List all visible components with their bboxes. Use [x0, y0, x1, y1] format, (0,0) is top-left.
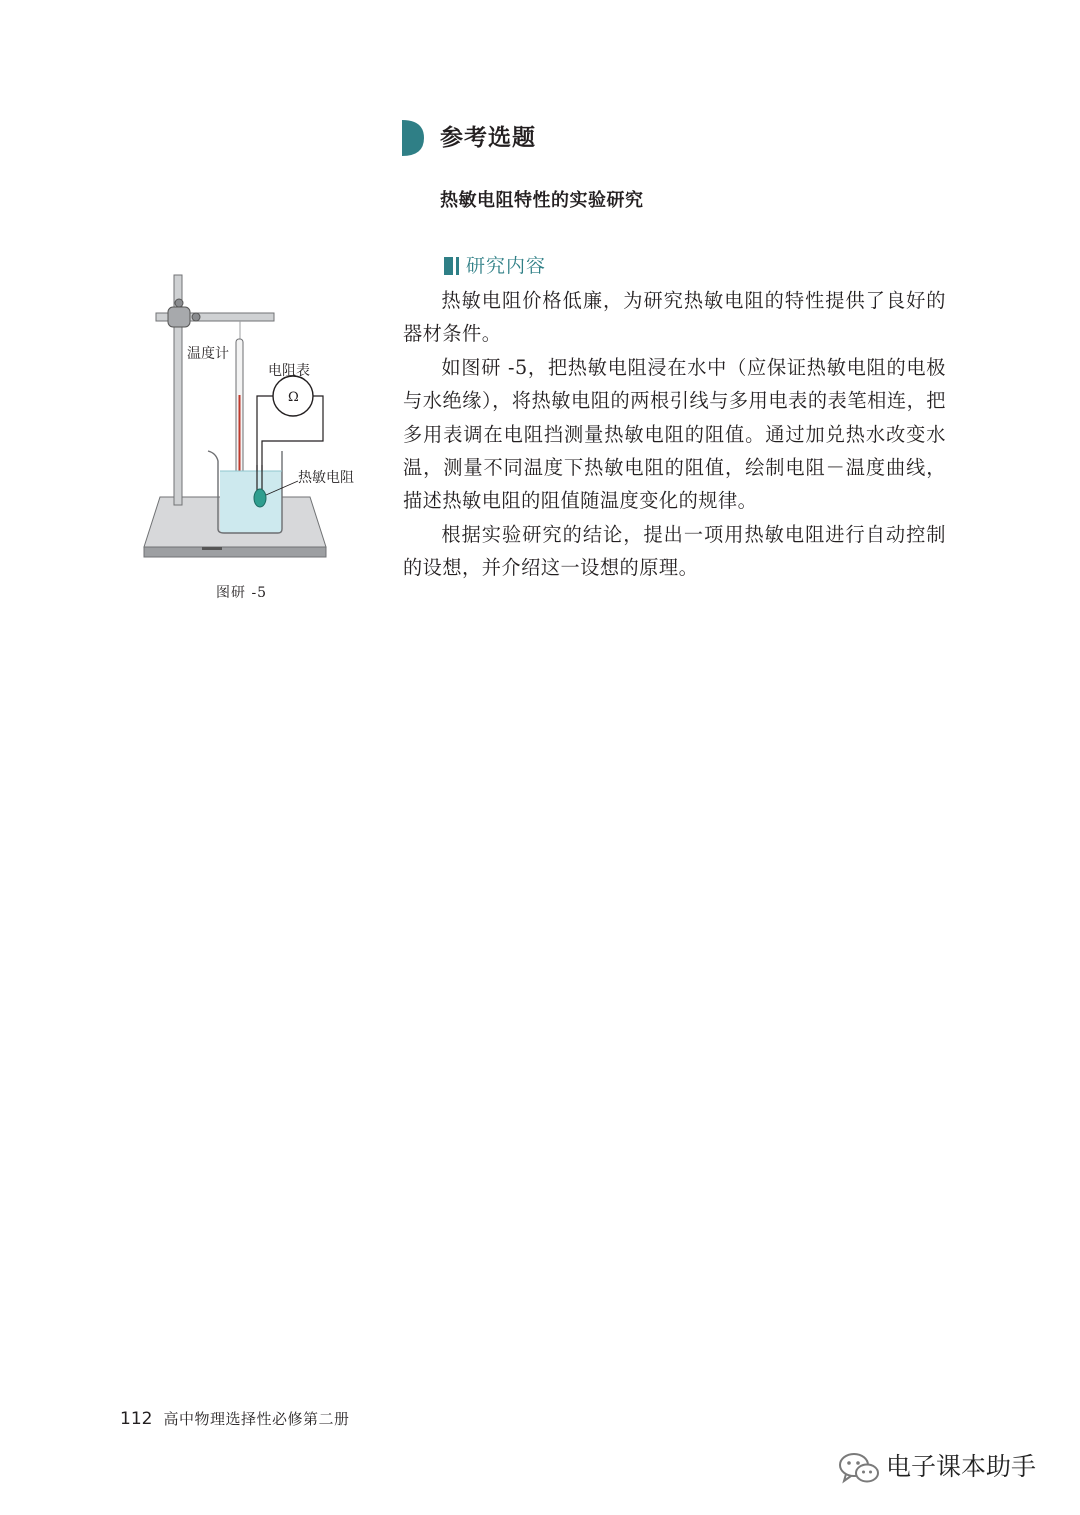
section-header — [400, 116, 700, 160]
sub-heading-thin-bar-icon — [456, 257, 459, 275]
stand-clamp — [168, 299, 200, 327]
paragraph-3: 根据实验研究的结论，提出一项用热敏电阻进行自动控制的设想，并介绍这一设想的原理。 — [403, 522, 946, 580]
topic-title: 热敏电阻特性的实验研究 — [440, 190, 644, 211]
ohm-symbol: Ω — [288, 390, 299, 405]
body-text — [403, 284, 946, 585]
watermark-text: 电子课本助手 — [886, 1452, 1037, 1481]
sub-heading-label: 研究内容 — [466, 255, 547, 277]
page-number: 112 — [120, 1409, 153, 1429]
page-footer — [120, 1408, 350, 1429]
figure-caption: 图研 -5 — [216, 585, 268, 601]
wechat-icon — [838, 1450, 880, 1486]
paragraph-2: 如图研 -5，把热敏电阻浸在水中（应保证热敏电阻的电极与水绝缘），将热敏电阻的两根引线与多用电表的表笔相连，把多用表调在电阻挡测量热敏电阻的阻值。通过加兑热水改变水温，测量不同温度下热敏电阻的阻值，绘制电阻－温度曲线，描述热敏电阻的阻值随温度变化的规律。 — [403, 355, 946, 513]
apparatus-illustration — [140, 265, 380, 575]
label-ohmmeter: 电阻表 — [268, 363, 310, 379]
label-thermometer: 温度计 — [187, 346, 229, 362]
sub-heading-bar-icon — [444, 257, 453, 275]
section-marker-icon — [402, 120, 424, 156]
paragraph-1: 热敏电阻价格低廉，为研究热敏电阻的特性提供了良好的器材条件。 — [403, 289, 946, 346]
book-title: 高中物理选择性必修第二册 — [163, 1410, 350, 1428]
label-thermistor: 热敏电阻 — [298, 470, 354, 486]
section-title: 参考选题 — [440, 125, 536, 151]
